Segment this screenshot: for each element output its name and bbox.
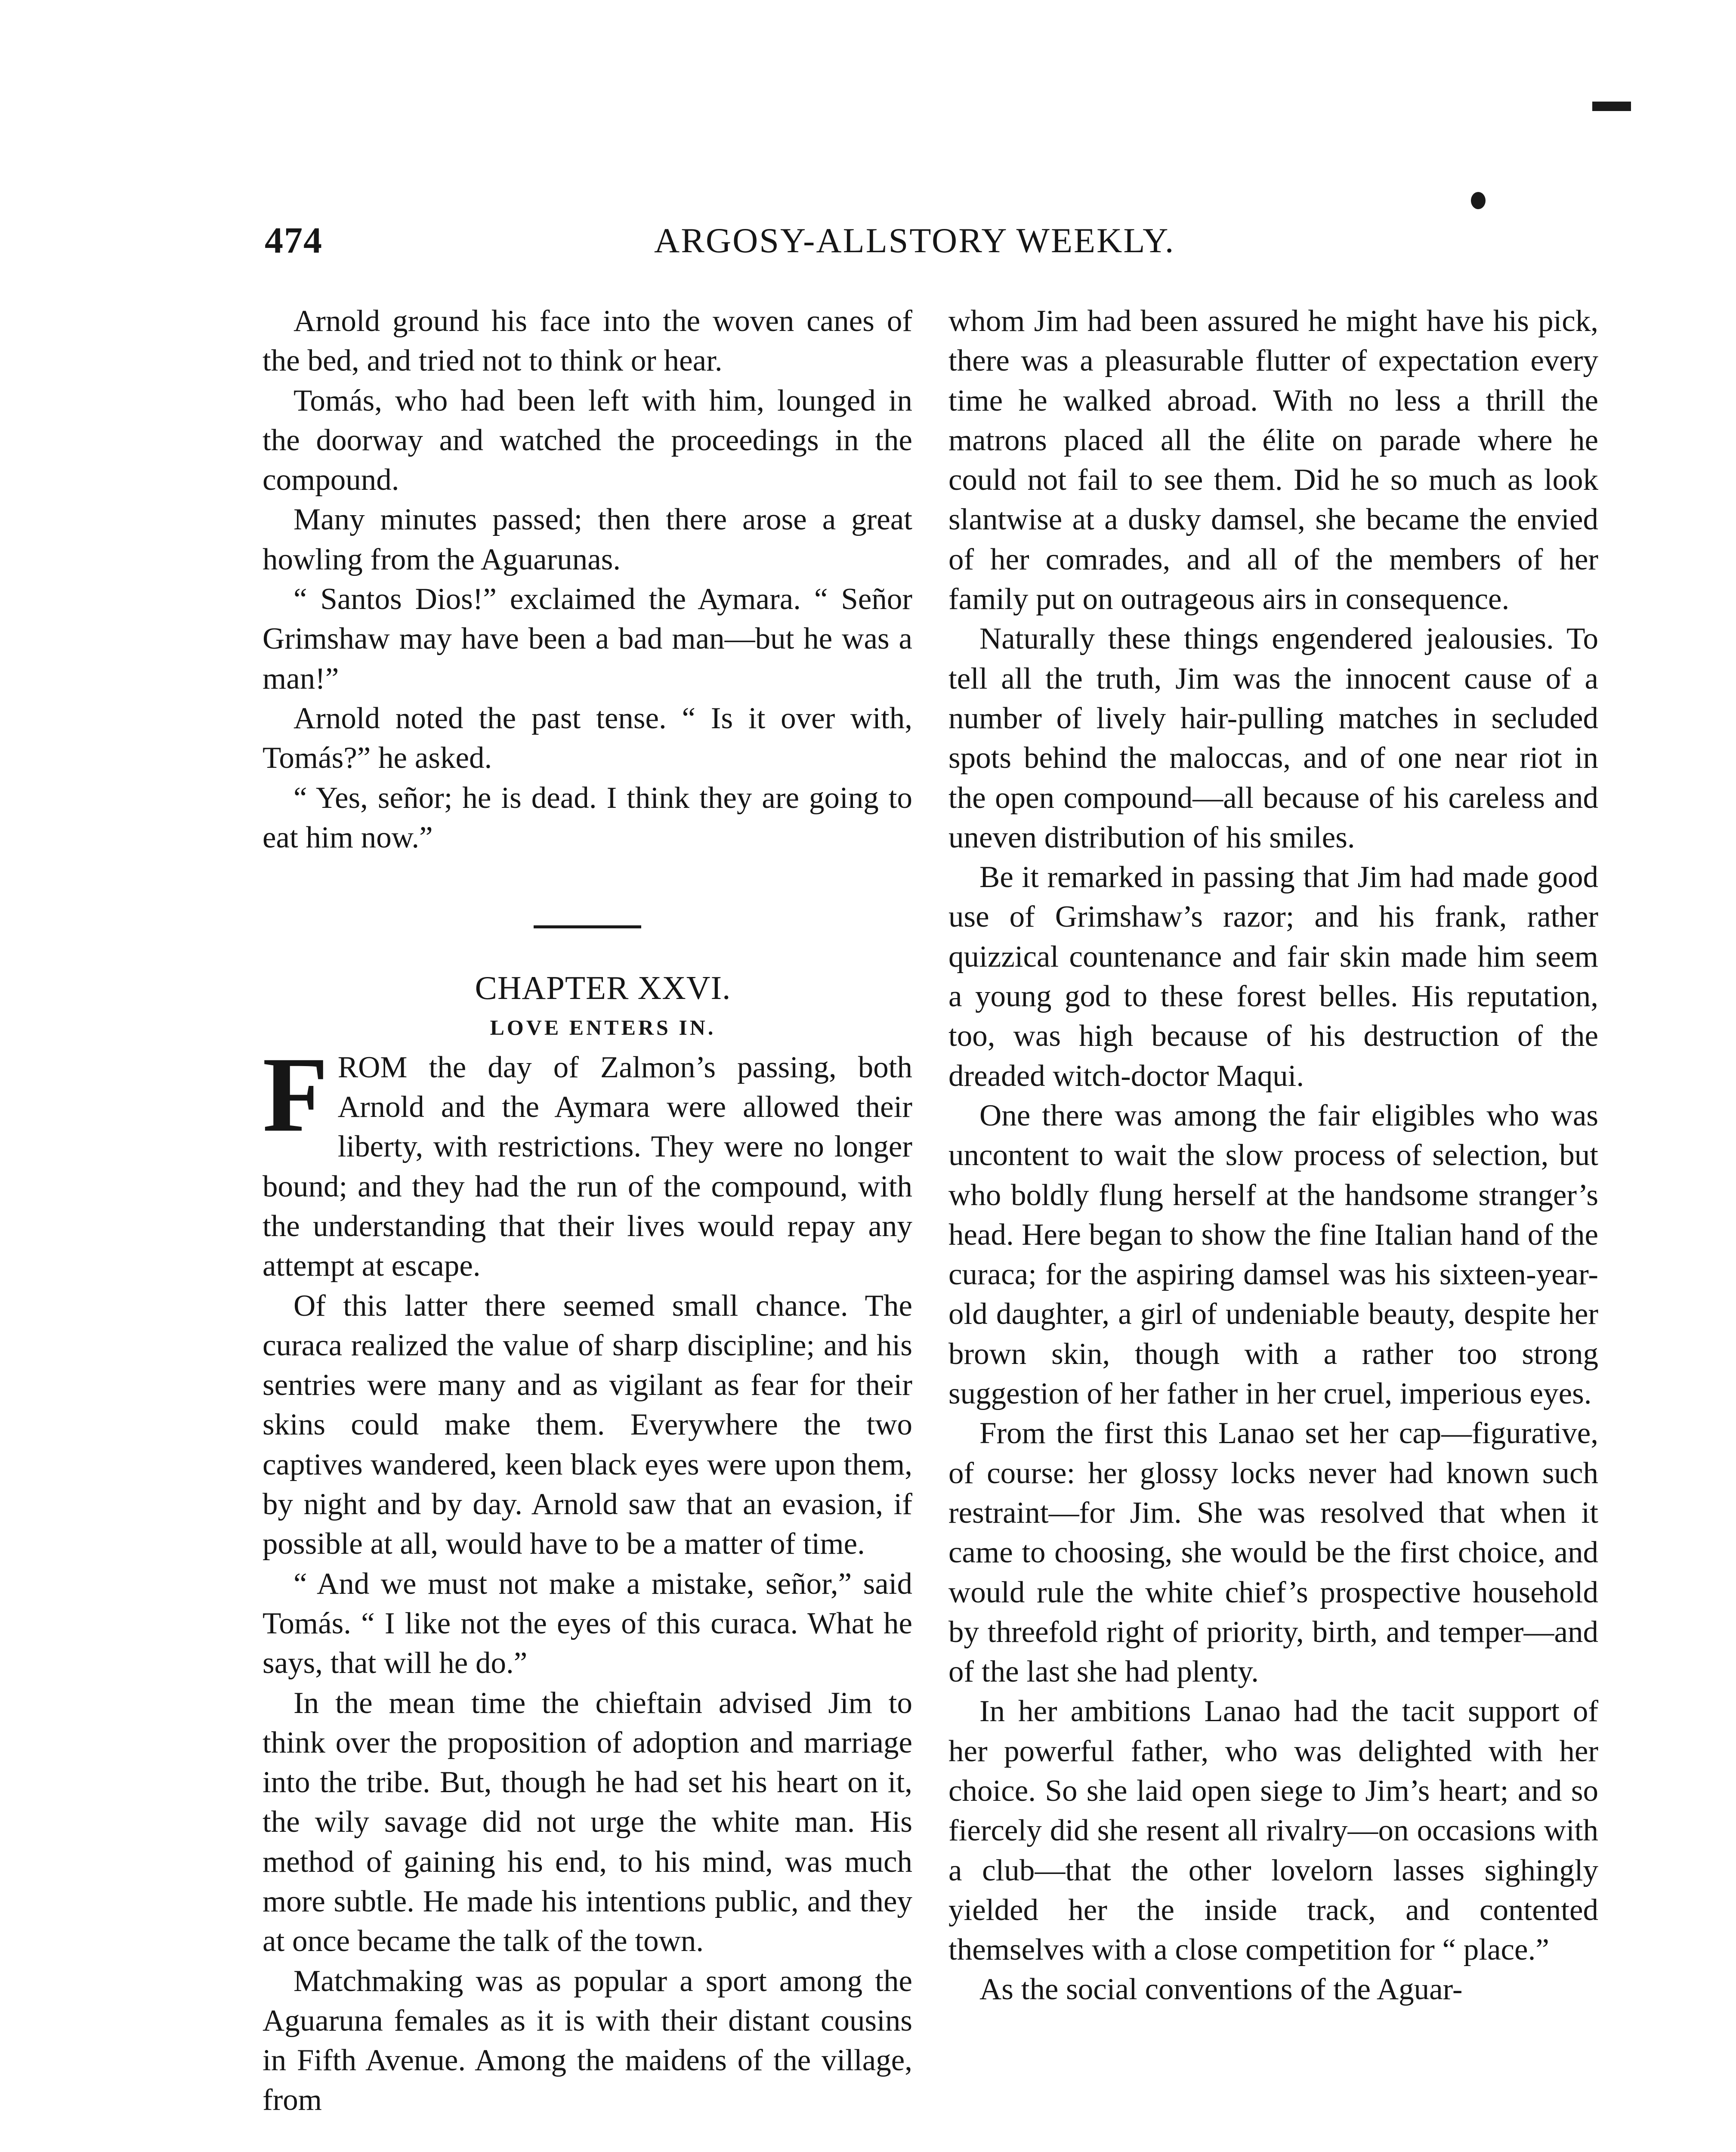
right-column — [948, 301, 1598, 2010]
paragraph: Many minutes passed; then there arose a great howling from the Aguarunas. — [263, 503, 912, 576]
paragraph: Tomás, who had been left with him, lounged in the doorway and watched the proceedings in the compound. — [263, 383, 912, 497]
paragraph: Naturally these things engendered jealousies. To tell all the truth, Jim was the innocent cause of a number of lively hair-pulling matches in secluded spots behind the maloccas, and of one near riot in the open compound—all because of his careless and uneven distribution of his smiles. — [948, 622, 1598, 854]
paragraph-text: ROM the day of Zalmon’s passing, both Arnold and the Aymara were allowed their liberty, with restrictions. They were no longer bound; and they had the run of the compound, with the understanding that their lives would repay any attempt at escape. — [263, 1050, 912, 1283]
paragraph: Arnold noted the past tense. “ Is it over with, Tomás?” he asked. — [263, 701, 912, 775]
paragraph: One there was among the fair eligibles who was uncontent to wait the slow process of selection, but who boldly flung herself at the handsome stranger’s head. Here began to show the fine Italian hand of the curaca; for the aspiring damsel was his sixteen-year-old daughter, a girl of undeniable beauty, despite her brown skin, though with a rather too strong suggestion of her father in her cruel, imperious eyes. — [948, 1098, 1598, 1411]
scan-mark-top-right — [1592, 102, 1631, 111]
paragraph: “ And we must not make a mistake, señor,” said Tomás. “ I like not the eyes of this curaca. What he says, that will he do.” — [263, 1567, 912, 1680]
paragraph: Matchmaking was as popular a sport among the Aguaruna females as it is with their distant cousins in Fifth Avenue. Among the maidens of the village, from — [263, 1964, 912, 2117]
section-divider — [534, 925, 641, 928]
paragraph: From the first this Lanao set her cap—figurative, of course: her glossy locks never had known such restraint—for Jim. She was resolved that when it came to choosing, she would be the first choice, and would rule the white chief’s prospective household by threefold right of priority, birth, and temper—and of the last she had plenty. — [948, 1416, 1598, 1689]
paragraph: In the mean time the chieftain advised Jim to think over the proposition of adoption and marriage into the tribe. But, though he had set his heart on it, the wily savage did not urge the white man. His method of gaining his end, to his mind, was much more subtle. He made his intentions public, and they at once became the talk of the town. — [263, 1686, 912, 1958]
paragraph: “ Santos Dios!” exclaimed the Aymara. “ Señor Grimshaw may have been a bad man—but he was a man!” — [263, 582, 912, 696]
chapter-title: CHAPTER XXVI. — [475, 969, 731, 1007]
paragraph: As the social conventions of the Aguar- — [979, 1973, 1463, 2007]
drop-cap: F — [263, 1035, 328, 1154]
scan-mark-dot — [1471, 192, 1486, 209]
page-number: 474 — [265, 220, 323, 261]
left-column — [263, 301, 912, 2120]
paragraph: “ Yes, señor; he is dead. I think they are going to eat him now.” — [263, 781, 912, 854]
paragraph: Arnold ground his face into the woven canes of the bed, and tried not to think or hear. — [263, 304, 912, 378]
running-head: ARGOSY-ALLSTORY WEEKLY. — [654, 221, 1175, 260]
paragraph: Of this latter there seemed small chance. The curaca realized the value of sharp discipline; and his sentries were many and as vigilant as fear for their skins could make them. Everywhere the two captives wandered, keen black eyes were upon them, by night and by day. Arnold saw that an evasion, if possible at all, would have to be a matter of time. — [263, 1289, 912, 1561]
continued-paragraph: whom Jim had been assured he might have his pick, there was a pleasurable flutter of expectation every time he walked abroad. With no less a thrill the matrons placed all the élite on parade where he could not fail to see them. Did he so much as look slantwise at a dusky damsel, she became the envied of her comrades, and all of the members of her family put on outrageous airs in consequence. — [948, 304, 1598, 616]
chapter-opening-paragraph — [263, 1035, 912, 1286]
chapter-subtitle: LOVE ENTERS IN. — [490, 1015, 716, 1040]
paragraph: In her ambitions Lanao had the tacit support of her powerful father, who was delighted with her choice. So she laid open siege to Jim’s heart; and so fiercely did she resent all rivalry—on occasions with a club—that the other lovelorn lasses sighingly yielded her the inside track, and contented themselves with a close competition for “ place.” — [948, 1694, 1598, 1967]
paragraph: Be it remarked in passing that Jim had made good use of Grimshaw’s razor; and his frank, rather quizzical countenance and fair skin made him seem a young god to these forest belles. His reputation, too, was high because of his destruction of the dreaded witch-doctor Maqui. — [948, 860, 1598, 1093]
